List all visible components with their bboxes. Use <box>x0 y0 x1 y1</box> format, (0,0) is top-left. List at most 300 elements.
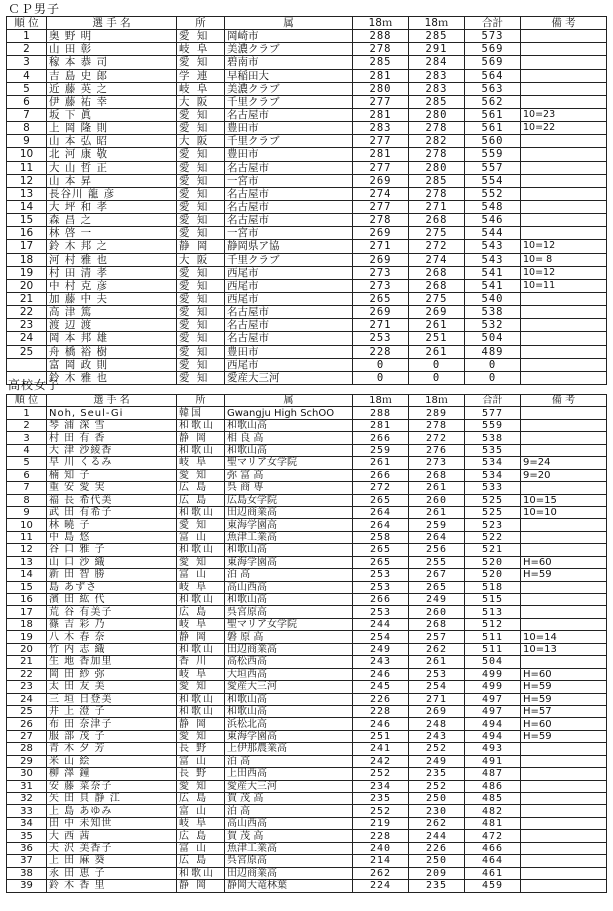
cell-total: 497 <box>465 705 521 717</box>
cell-rank <box>7 358 47 371</box>
cell-score-2: 0 <box>409 371 465 384</box>
cell-total: 523 <box>465 519 521 531</box>
cell-score-2: 243 <box>409 730 465 742</box>
cell-prefecture: 愛 知 <box>177 56 225 69</box>
table-row <box>7 594 607 606</box>
cell-remarks: 10=15 <box>521 494 607 506</box>
cell-club: 聖マリア女学院 <box>225 457 353 469</box>
cell-rank: 16 <box>7 227 47 240</box>
cell-total: 559 <box>465 419 521 431</box>
cell-total: 0 <box>465 358 521 371</box>
header-18m-2: 18ｍ <box>409 395 465 407</box>
cell-score-2: 271 <box>409 693 465 705</box>
cell-rank: 25 <box>7 705 47 717</box>
cell-score-1: 277 <box>353 135 409 148</box>
cell-total: 482 <box>465 805 521 817</box>
cell-total: 485 <box>465 793 521 805</box>
cell-name: 柳 澤 鐘 <box>47 768 177 780</box>
cell-club: 西尾市 <box>225 279 353 292</box>
table-row <box>7 292 607 305</box>
cell-name: 天 沢 美香子 <box>47 842 177 854</box>
table-row <box>7 266 607 279</box>
cell-rank: 29 <box>7 755 47 767</box>
cell-prefecture: 愛 知 <box>177 358 225 371</box>
cell-name: 富 岡 政 則 <box>47 358 177 371</box>
cell-remarks <box>521 306 607 319</box>
cell-club: Gwangju High SchOO <box>225 407 353 419</box>
cell-score-1: 288 <box>353 407 409 419</box>
cell-total: 472 <box>465 830 521 842</box>
cell-prefecture: 和歌山 <box>177 444 225 456</box>
table-row <box>7 730 607 742</box>
cell-club: 名古屋市 <box>225 319 353 332</box>
cell-club: 愛産大三河 <box>225 780 353 792</box>
table-row <box>7 531 607 543</box>
header-affiliation-2: 属 <box>225 395 353 407</box>
cell-rank: 20 <box>7 279 47 292</box>
cell-prefecture: 岐 阜 <box>177 668 225 680</box>
cell-club: 豊田市 <box>225 148 353 161</box>
cell-score-1: 281 <box>353 419 409 431</box>
cell-total: 554 <box>465 174 521 187</box>
table-row <box>7 407 607 419</box>
cell-score-2: 235 <box>409 768 465 780</box>
cell-score-1: 271 <box>353 319 409 332</box>
cell-prefecture: 学 連 <box>177 69 225 82</box>
cell-club: 名古屋市 <box>225 108 353 121</box>
cell-score-1: 249 <box>353 643 409 655</box>
cell-prefecture: 静 岡 <box>177 631 225 643</box>
cell-total: 487 <box>465 768 521 780</box>
cell-rank: 17 <box>7 240 47 253</box>
cell-score-2: 283 <box>409 69 465 82</box>
cell-score-1: 228 <box>353 345 409 358</box>
cell-rank: 12 <box>7 174 47 187</box>
cell-score-2: 261 <box>409 656 465 668</box>
cell-rank: 7 <box>7 482 47 494</box>
cell-name: 鈴 木 邦 之 <box>47 240 177 253</box>
cell-prefecture: 富 山 <box>177 842 225 854</box>
cell-rank: 6 <box>7 95 47 108</box>
cell-remarks: H=59 <box>521 730 607 742</box>
cell-score-2: 282 <box>409 135 465 148</box>
table-row <box>7 240 607 253</box>
cell-remarks: 10=13 <box>521 643 607 655</box>
table-row <box>7 214 607 227</box>
cell-remarks: 10= 8 <box>521 253 607 266</box>
cell-name: 福 長 希代美 <box>47 494 177 506</box>
cell-name: 新 田 智 勝 <box>47 569 177 581</box>
cell-score-1: 254 <box>353 631 409 643</box>
cell-score-2: 261 <box>409 482 465 494</box>
results-table-hs-women <box>6 394 607 893</box>
header-affiliation-2: 属 <box>225 17 353 30</box>
cell-total: 525 <box>465 506 521 518</box>
cell-remarks <box>521 358 607 371</box>
cell-score-1: 262 <box>353 867 409 879</box>
header-affiliation-1: 所 <box>177 395 225 407</box>
cell-prefecture: 愛 知 <box>177 780 225 792</box>
cell-name: 琴 浦 深 雪 <box>47 419 177 431</box>
cell-prefecture: 和歌山 <box>177 643 225 655</box>
cell-prefecture: 岐 阜 <box>177 618 225 630</box>
cell-score-2: 285 <box>409 30 465 43</box>
cell-rank: 23 <box>7 681 47 693</box>
table-row <box>7 569 607 581</box>
cell-rank: 14 <box>7 569 47 581</box>
cell-score-2: 261 <box>409 345 465 358</box>
cell-score-2: 226 <box>409 842 465 854</box>
table-row <box>7 122 607 135</box>
cell-club: 和歌山高 <box>225 419 353 431</box>
cell-score-2: 278 <box>409 419 465 431</box>
cell-name: 武 田 有希子 <box>47 506 177 518</box>
cell-club: 名古屋市 <box>225 161 353 174</box>
cell-score-1: 269 <box>353 253 409 266</box>
cell-prefecture: 愛 知 <box>177 187 225 200</box>
cell-club: 泊 高 <box>225 569 353 581</box>
cell-score-1: 235 <box>353 793 409 805</box>
table-row <box>7 135 607 148</box>
cell-rank: 22 <box>7 668 47 680</box>
cell-score-1: 219 <box>353 817 409 829</box>
cell-total: 521 <box>465 544 521 556</box>
cell-total: 520 <box>465 569 521 581</box>
header-name: 選 手 名 <box>47 17 177 30</box>
cell-club: 和歌山高 <box>225 544 353 556</box>
cell-prefecture: 韓国 <box>177 407 225 419</box>
cell-remarks: H=59 <box>521 693 607 705</box>
cell-score-2: 285 <box>409 174 465 187</box>
cell-rank: 2 <box>7 419 47 431</box>
cell-rank: 17 <box>7 606 47 618</box>
cell-club: 魚津工業高 <box>225 531 353 543</box>
cell-club: 泊 高 <box>225 805 353 817</box>
cell-total: 491 <box>465 755 521 767</box>
cell-remarks <box>521 82 607 95</box>
header-remarks: 備 考 <box>521 395 607 407</box>
cell-total: 561 <box>465 122 521 135</box>
cell-remarks <box>521 161 607 174</box>
cell-total: 538 <box>465 432 521 444</box>
cell-name: 高 津 篤 <box>47 306 177 319</box>
cell-name: 重 安 愛 実 <box>47 482 177 494</box>
table-row <box>7 656 607 668</box>
cell-score-2: 268 <box>409 279 465 292</box>
cell-rank: 35 <box>7 830 47 842</box>
table-header-row <box>7 395 607 407</box>
cell-remarks <box>521 867 607 879</box>
cell-club: 美濃クラブ <box>225 43 353 56</box>
cell-rank: 3 <box>7 432 47 444</box>
cell-name: 長谷川 龍 彦 <box>47 187 177 200</box>
cell-prefecture: 愛 知 <box>177 292 225 305</box>
cell-total: 493 <box>465 743 521 755</box>
cell-score-2: 252 <box>409 780 465 792</box>
cell-total: 573 <box>465 30 521 43</box>
table-body <box>7 407 607 892</box>
cell-name: 山 本 弘 昭 <box>47 135 177 148</box>
cell-score-2: 272 <box>409 240 465 253</box>
table-row <box>7 419 607 431</box>
cell-score-1: 259 <box>353 444 409 456</box>
table-row <box>7 345 607 358</box>
table-row <box>7 148 607 161</box>
cell-score-2: 249 <box>409 594 465 606</box>
cell-name: 村 田 清 孝 <box>47 266 177 279</box>
cell-remarks: H=60 <box>521 556 607 568</box>
cell-club: 美濃クラブ <box>225 82 353 95</box>
cell-rank: 1 <box>7 407 47 419</box>
table-row <box>7 56 607 69</box>
cell-remarks: 10=22 <box>521 122 607 135</box>
cell-prefecture: 岐 阜 <box>177 43 225 56</box>
cell-total: 499 <box>465 681 521 693</box>
cell-score-2: 268 <box>409 618 465 630</box>
cell-total: 481 <box>465 817 521 829</box>
cell-prefecture: 和歌山 <box>177 544 225 556</box>
cell-score-1: 272 <box>353 482 409 494</box>
cell-score-1: 266 <box>353 432 409 444</box>
cell-club: 高山西高 <box>225 581 353 593</box>
cell-remarks <box>521 332 607 345</box>
cell-rank: 31 <box>7 780 47 792</box>
cell-rank: 23 <box>7 319 47 332</box>
cell-score-1: 269 <box>353 227 409 240</box>
cell-rank: 5 <box>7 457 47 469</box>
table-row <box>7 855 607 867</box>
cell-remarks: 9=20 <box>521 469 607 481</box>
header-18m-1: 18ｍ <box>353 17 409 30</box>
cell-prefecture: 愛 知 <box>177 306 225 319</box>
cell-score-1: 253 <box>353 581 409 593</box>
cell-total: 520 <box>465 556 521 568</box>
cell-rank: 4 <box>7 69 47 82</box>
cell-rank: 10 <box>7 148 47 161</box>
cell-prefecture: 愛 知 <box>177 371 225 384</box>
cell-name: 安 藤 菜奈子 <box>47 780 177 792</box>
cell-rank: 6 <box>7 469 47 481</box>
cell-club: 高松西高 <box>225 656 353 668</box>
cell-score-2: 275 <box>409 227 465 240</box>
cell-score-1: 224 <box>353 880 409 892</box>
cell-score-1: 264 <box>353 506 409 518</box>
header-affiliation-1: 所 <box>177 17 225 30</box>
cell-rank: 36 <box>7 842 47 854</box>
cell-rank: 24 <box>7 693 47 705</box>
cell-club: 呉 商 専 <box>225 482 353 494</box>
cell-prefecture: 岐 阜 <box>177 82 225 95</box>
cell-score-1: 278 <box>353 214 409 227</box>
cell-club: 賀 茂 高 <box>225 830 353 842</box>
cell-remarks <box>521 531 607 543</box>
cell-rank: 18 <box>7 618 47 630</box>
cell-prefecture: 愛 知 <box>177 469 225 481</box>
table-row <box>7 755 607 767</box>
cell-remarks: H=60 <box>521 668 607 680</box>
cell-name: 島 あずさ <box>47 581 177 593</box>
cell-rank: 39 <box>7 880 47 892</box>
cell-score-1: 252 <box>353 768 409 780</box>
table-row <box>7 631 607 643</box>
cell-score-2: 280 <box>409 108 465 121</box>
cell-remarks <box>521 432 607 444</box>
cell-club: 泊 高 <box>225 755 353 767</box>
cell-club: 和歌山高 <box>225 594 353 606</box>
cell-remarks <box>521 214 607 227</box>
table-row <box>7 332 607 345</box>
cell-total: 534 <box>465 469 521 481</box>
table-body <box>7 30 607 385</box>
cell-total: 489 <box>465 345 521 358</box>
cell-name: 大 西 茜 <box>47 830 177 842</box>
cell-name: 岡 本 邦 雄 <box>47 332 177 345</box>
cell-score-2: 264 <box>409 531 465 543</box>
cell-club: 和歌山高 <box>225 705 353 717</box>
cell-club: 田辺商業高 <box>225 867 353 879</box>
cell-prefecture: 広 島 <box>177 855 225 867</box>
cell-prefecture: 長 野 <box>177 768 225 780</box>
table-row <box>7 880 607 892</box>
cell-remarks <box>521 30 607 43</box>
cell-total: 577 <box>465 407 521 419</box>
cell-prefecture: 愛 知 <box>177 161 225 174</box>
cell-score-2: 268 <box>409 266 465 279</box>
table-row <box>7 693 607 705</box>
table-row <box>7 506 607 518</box>
cell-score-1: 277 <box>353 200 409 213</box>
cell-club: 碧南市 <box>225 56 353 69</box>
cell-name: 山 田 彰 <box>47 43 177 56</box>
cell-total: 544 <box>465 227 521 240</box>
cell-name: 上 田 麻 葵 <box>47 855 177 867</box>
cell-score-1: 246 <box>353 668 409 680</box>
header-total: 合計 <box>465 17 521 30</box>
cell-total: 563 <box>465 82 521 95</box>
cell-club: 弥 富 高 <box>225 469 353 481</box>
table-row <box>7 780 607 792</box>
cell-score-1: 228 <box>353 705 409 717</box>
cell-prefecture: 静 岡 <box>177 880 225 892</box>
cell-prefecture: 岐 阜 <box>177 581 225 593</box>
cell-score-2: 254 <box>409 681 465 693</box>
cell-remarks <box>521 187 607 200</box>
cell-club: 賀 茂 高 <box>225 793 353 805</box>
header-name: 選 手 名 <box>47 395 177 407</box>
cell-club: 名古屋市 <box>225 187 353 200</box>
cell-name: 生 地 香加里 <box>47 656 177 668</box>
cell-score-1: 251 <box>353 730 409 742</box>
cell-name: 大 津 沙綾香 <box>47 444 177 456</box>
cell-total: 511 <box>465 643 521 655</box>
cell-name: 荒 谷 有美子 <box>47 606 177 618</box>
cell-club: 静岡大竜林葉 <box>225 880 353 892</box>
cell-total: 0 <box>465 371 521 384</box>
cell-prefecture: 広 島 <box>177 494 225 506</box>
cell-prefecture: 愛 知 <box>177 108 225 121</box>
cell-club: 岡崎市 <box>225 30 353 43</box>
cell-score-1: 243 <box>353 656 409 668</box>
cell-remarks <box>521 780 607 792</box>
cell-rank: 37 <box>7 855 47 867</box>
cell-club: 和歌山高 <box>225 693 353 705</box>
cell-score-2: 251 <box>409 332 465 345</box>
cell-score-1: 244 <box>353 618 409 630</box>
cell-prefecture: 静 岡 <box>177 432 225 444</box>
cell-score-2: 259 <box>409 519 465 531</box>
cell-score-2: 209 <box>409 867 465 879</box>
cell-name: 田 中 未知世 <box>47 817 177 829</box>
cell-prefecture: 静 岡 <box>177 718 225 730</box>
cell-remarks <box>521 148 607 161</box>
cell-prefecture: 和歌山 <box>177 506 225 518</box>
cell-score-2: 274 <box>409 253 465 266</box>
cell-rank: 38 <box>7 867 47 879</box>
cell-prefecture: 和歌山 <box>177 419 225 431</box>
cell-total: 538 <box>465 306 521 319</box>
cell-name: 大 山 哲 正 <box>47 161 177 174</box>
cell-rank: 4 <box>7 444 47 456</box>
cell-remarks: H=59 <box>521 681 607 693</box>
cell-score-1: 265 <box>353 556 409 568</box>
cell-prefecture: 和歌山 <box>177 693 225 705</box>
cell-prefecture: 静 岡 <box>177 240 225 253</box>
cell-total: 499 <box>465 668 521 680</box>
cell-prefecture: 和歌山 <box>177 594 225 606</box>
cell-score-1: 0 <box>353 358 409 371</box>
cell-remarks <box>521 482 607 494</box>
cell-club: 上田西高 <box>225 768 353 780</box>
table-row <box>7 69 607 82</box>
cell-score-1: 281 <box>353 108 409 121</box>
cell-total: 559 <box>465 148 521 161</box>
cell-club: 広島女学院 <box>225 494 353 506</box>
cell-total: 561 <box>465 108 521 121</box>
cell-score-1: 265 <box>353 544 409 556</box>
table-row <box>7 43 607 56</box>
cell-club: 呉宮原高 <box>225 606 353 618</box>
cell-total: 546 <box>465 214 521 227</box>
cell-score-1: 246 <box>353 718 409 730</box>
cell-rank: 12 <box>7 544 47 556</box>
cell-club: 一宮市 <box>225 174 353 187</box>
cell-club: 浜松北高 <box>225 718 353 730</box>
table-row <box>7 681 607 693</box>
cell-score-2: 278 <box>409 122 465 135</box>
table-row <box>7 606 607 618</box>
cell-score-2: 256 <box>409 544 465 556</box>
cell-rank: 21 <box>7 656 47 668</box>
cell-score-2: 278 <box>409 187 465 200</box>
cell-score-1: 281 <box>353 69 409 82</box>
cell-score-1: 264 <box>353 519 409 531</box>
cell-name: 上 岡 隆 則 <box>47 122 177 135</box>
cell-score-1: 228 <box>353 830 409 842</box>
cell-total: 532 <box>465 319 521 332</box>
cell-score-2: 262 <box>409 643 465 655</box>
cell-club: 千里クラブ <box>225 253 353 266</box>
table-row <box>7 432 607 444</box>
cell-name: 渡 辺 渡 <box>47 319 177 332</box>
table-row <box>7 469 607 481</box>
cell-name: 奥 野 明 <box>47 30 177 43</box>
cell-prefecture: 大 阪 <box>177 95 225 108</box>
cell-name: 村 田 有 香 <box>47 432 177 444</box>
cell-name: 竹 内 志 織 <box>47 643 177 655</box>
cell-rank: 5 <box>7 82 47 95</box>
cell-rank: 13 <box>7 556 47 568</box>
cell-remarks <box>521 743 607 755</box>
